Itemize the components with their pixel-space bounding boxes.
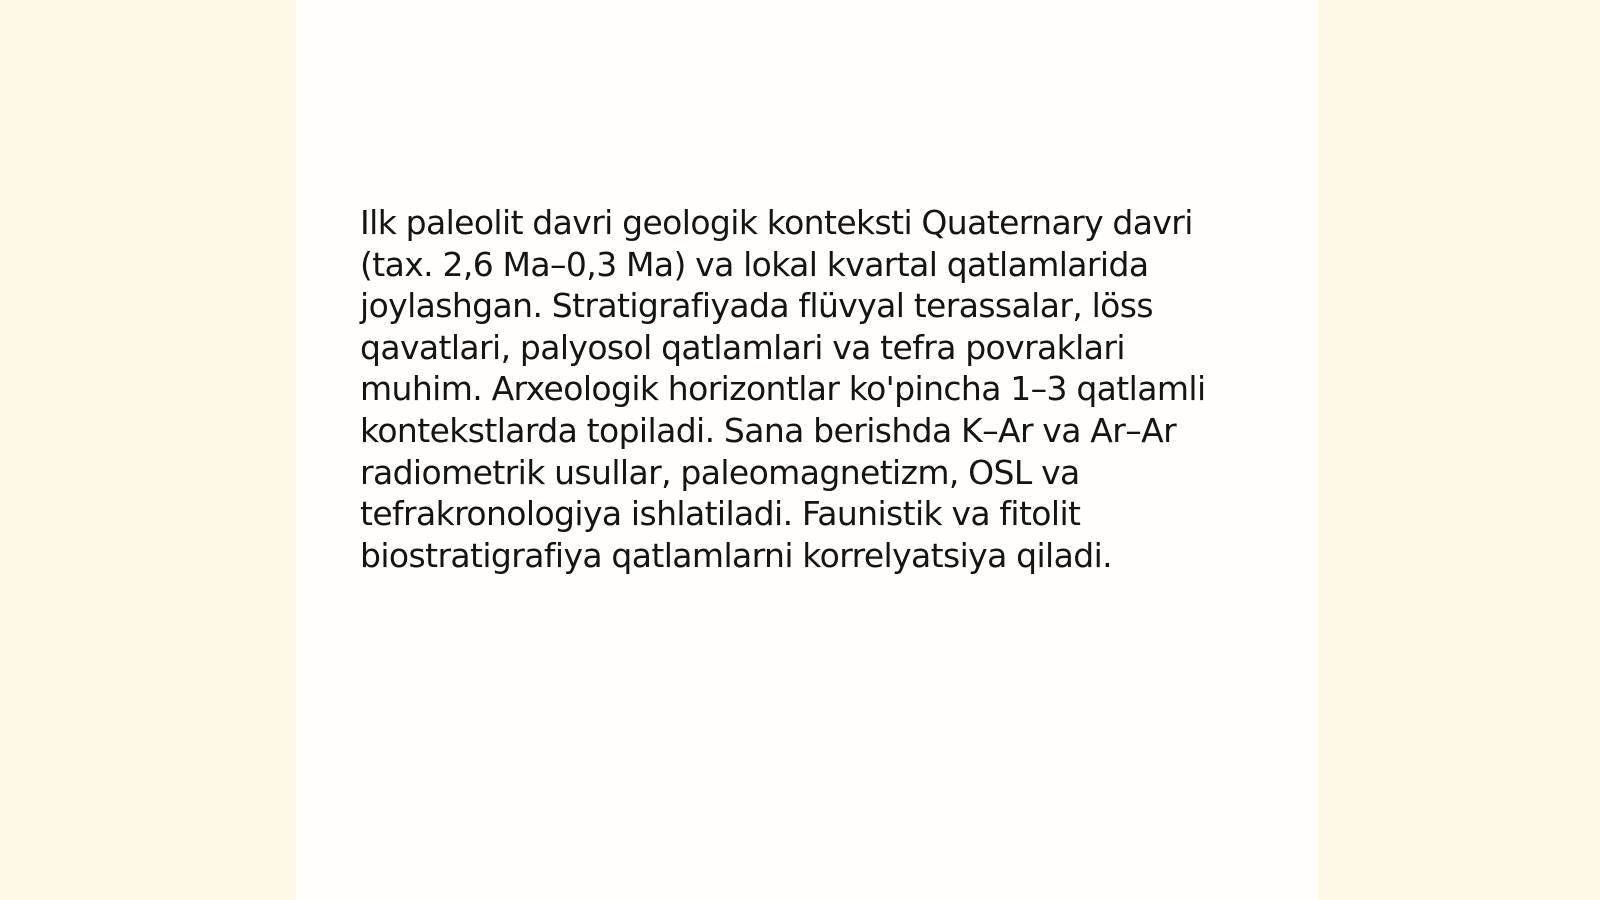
text-line: muhim. Arxeologik horizontlar ko'pincha 1–3 qatlamli [360, 369, 1206, 409]
text-line: kontekstlarda topiladi. Sana berishda K–Ar va Ar–Ar [360, 410, 1177, 450]
text-line: biostratigrafiya qatlamlarni korrelyatsiya qiladi. [360, 535, 1113, 575]
slide-body-text [360, 202, 1260, 576]
text-line: qavatlari, palyosol qatlamlari va tefra povraklari [360, 327, 1125, 367]
text-line: joylashgan. Stratigrafiyada flüvyal terassalar, löss [360, 286, 1153, 326]
text-line: Ilk paleolit davri geologik konteksti Quaternary davri [360, 203, 1193, 242]
text-line: (tax. 2,6 Ma–0,3 Ma) va lokal kvartal qatlamlarida [360, 244, 1149, 284]
text-line: tefrakronologiya ishlatiladi. Faunistik va fitolit [360, 494, 1081, 534]
slide [296, 0, 1318, 900]
text-line: radiometrik usullar, paleomagnetizm, OSL va [360, 452, 1080, 492]
